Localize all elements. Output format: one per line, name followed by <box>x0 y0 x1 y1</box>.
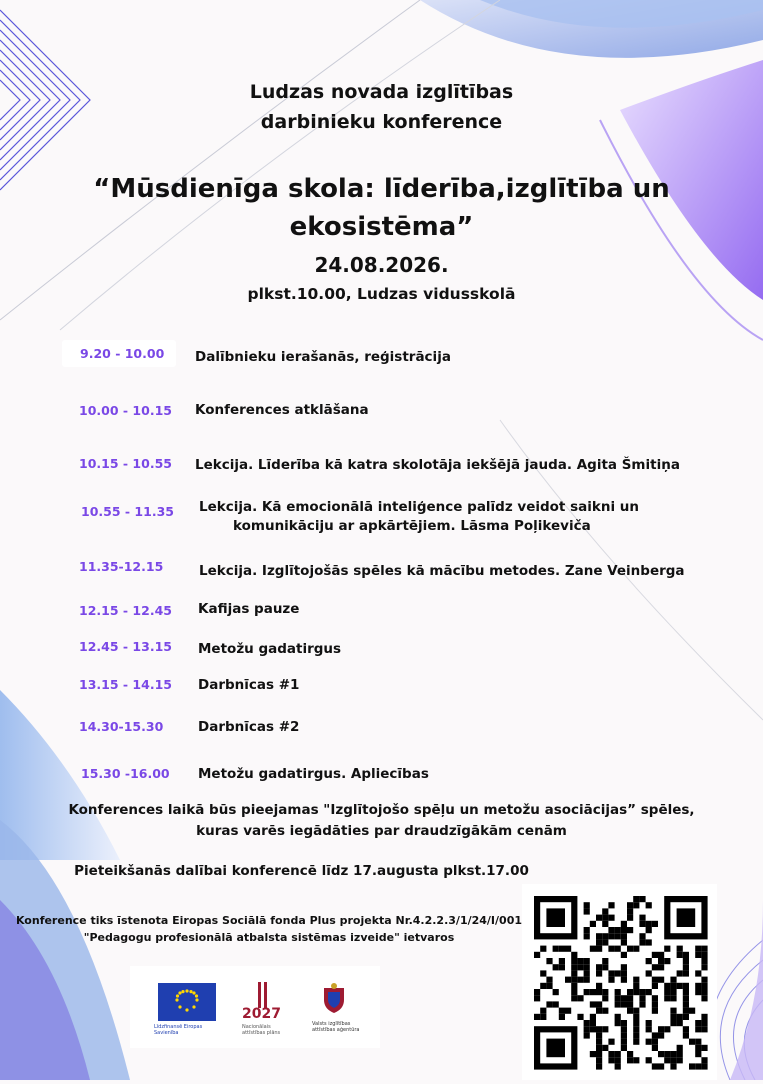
schedule-item-cont: komunikāciju ar apkārtējiem. Lāsma Poļikeviča <box>233 518 591 534</box>
agency-logo-caption: Valsts izglītības attīstības aģentūra <box>312 1021 360 1033</box>
conference-date: 24.08.2026. <box>314 253 449 277</box>
nap-logo-caption: Nacionālais attīstības plāns <box>242 1024 281 1036</box>
qr-code-icon <box>522 884 717 1080</box>
schedule-item: Metožu gadatirgus <box>198 641 342 657</box>
schedule-time: 10.15 - 10.55 <box>79 456 172 471</box>
schedule-item: Lekcija. Izglītojošās spēles kā mācību metodes. Zane Veinberga <box>199 563 685 579</box>
schedule-time: 10.00 - 10.15 <box>79 403 172 418</box>
nap-mark-icon <box>258 982 268 1008</box>
schedule-item: Darbnīcas #2 <box>198 719 300 735</box>
games-note-line-2: kuras varēs iegādāties par draudzīgākām cenām <box>196 823 567 839</box>
eu-logo-caption: Līdzfinansē Eiropas Savienība <box>154 1024 203 1036</box>
eu-flag-icon <box>158 983 216 1021</box>
schedule-time: 11.35-12.15 <box>79 559 164 574</box>
coat-of-arms-icon <box>320 982 348 1014</box>
schedule-item: Lekcija. Līderība kā katra skolotāja iekšējā jauda. Agita Šmitiņa <box>195 457 680 473</box>
schedule-item: Metožu gadatirgus. Apliecības <box>198 766 429 782</box>
organizer-line-1: Ludzas novada izglītības <box>249 81 514 103</box>
nap-logo-year: 2027 <box>242 1006 281 1022</box>
schedule-item: Lekcija. Kā emocionālā inteliģence palīdz veidot saikni un <box>199 499 639 515</box>
qr-code[interactable] <box>522 884 717 1080</box>
registration-deadline: Pieteikšanās dalībai konferencē līdz 17.augusta plkst.17.00 <box>74 863 529 879</box>
conference-place: plkst.10.00, Ludzas vidusskolā <box>247 285 516 303</box>
conference-title-line-1: “Mūsdienīga skola: līderība,izglītība un <box>93 174 670 204</box>
schedule-item: Konferences atklāšana <box>195 402 369 418</box>
schedule-item: Dalībnieku ierašanās, reģistrācija <box>195 349 451 365</box>
schedule-time: 14.30-15.30 <box>79 719 164 734</box>
schedule-time: 12.15 - 12.45 <box>79 603 172 618</box>
project-note-line-1: Konference tiks īstenota Eiropas Sociālā fonda Plus projekta Nr.4.2.2.3/1/24/I/001 <box>15 914 523 927</box>
organizer-line-2: darbinieku konference <box>260 111 503 133</box>
games-note-line-1: Konferences laikā būs pieejamas "Izglītojošo spēļu un metožu asociācijas” spēles, <box>68 802 695 818</box>
conference-title-line-2: ekosistēma” <box>289 212 474 242</box>
schedule-time: 12.45 - 13.15 <box>79 639 172 654</box>
logo-strip <box>130 966 380 1048</box>
schedule-item: Darbnīcas #1 <box>198 677 300 693</box>
schedule-time: 15.30 -16.00 <box>81 766 170 781</box>
schedule-time: 13.15 - 14.15 <box>79 677 172 692</box>
project-note-line-2: "Pedagogu profesionālā atbalsta sistēmas izveide" ietvaros <box>83 931 455 944</box>
schedule-time: 9.20 - 10.00 <box>62 340 176 367</box>
schedule-time: 10.55 - 11.35 <box>81 504 174 519</box>
schedule-item: Kafijas pauze <box>198 601 300 617</box>
